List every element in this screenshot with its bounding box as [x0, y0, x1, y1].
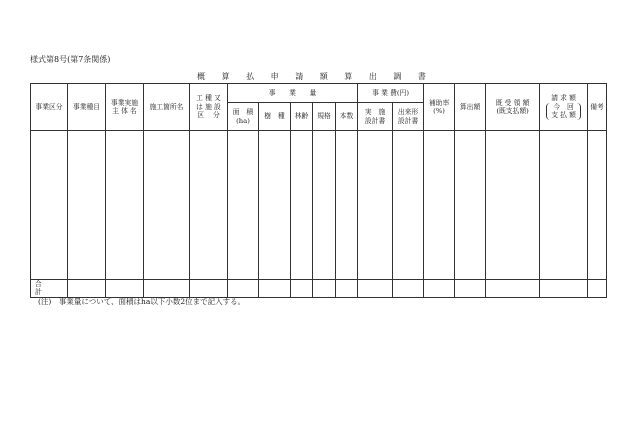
- total-cell[interactable]: [393, 280, 424, 298]
- total-cell[interactable]: [190, 280, 228, 298]
- entry-cell[interactable]: [486, 131, 540, 280]
- total-cell[interactable]: [106, 280, 144, 298]
- header-received-amount: 既 受 領 額 (既支払額): [486, 84, 540, 131]
- total-cell[interactable]: [358, 280, 393, 298]
- header-calculated-amount: 算出額: [455, 84, 486, 131]
- header-business-type: 事業種目: [68, 84, 106, 131]
- total-row: [31, 280, 607, 298]
- total-cell[interactable]: [68, 280, 106, 298]
- header-count: 本数: [336, 103, 358, 131]
- entry-row: [31, 131, 607, 280]
- header-standard: 規格: [313, 103, 336, 131]
- entry-cell[interactable]: [540, 131, 588, 280]
- total-label: 合 計: [31, 280, 68, 298]
- entry-cell[interactable]: [106, 131, 144, 280]
- header-remarks: 備考: [588, 84, 607, 131]
- entry-cell[interactable]: [68, 131, 106, 280]
- claim-this-time: 今 回: [553, 102, 574, 111]
- calculation-table: [30, 83, 607, 298]
- header-completion-design: 出来形 設計書: [393, 103, 424, 131]
- total-cell[interactable]: [424, 280, 455, 298]
- entry-cell[interactable]: [588, 131, 607, 280]
- entry-cell[interactable]: [424, 131, 455, 280]
- entry-cell[interactable]: [31, 131, 68, 280]
- total-cell[interactable]: [313, 280, 336, 298]
- header-implementation-design: 実 施 設計書: [358, 103, 393, 131]
- entry-cell[interactable]: [358, 131, 393, 280]
- claim-bracket: [546, 103, 581, 120]
- entry-cell[interactable]: [393, 131, 424, 280]
- entry-cell[interactable]: [144, 131, 190, 280]
- entry-cell[interactable]: [259, 131, 291, 280]
- total-cell[interactable]: [144, 280, 190, 298]
- header-work-type: 工 種 又 は 施 設 区 分: [190, 84, 228, 131]
- total-cell[interactable]: [588, 280, 607, 298]
- header-business-volume: 事 業 量: [228, 84, 358, 103]
- total-cell[interactable]: [291, 280, 313, 298]
- entry-cell[interactable]: [291, 131, 313, 280]
- header-area: 面 積 (ha): [228, 103, 259, 131]
- header-forest-age: 林齢: [291, 103, 313, 131]
- entry-cell[interactable]: [228, 131, 259, 280]
- total-cell[interactable]: [486, 280, 540, 298]
- total-cell[interactable]: [228, 280, 259, 298]
- header-claim-amount: [540, 84, 588, 131]
- claim-payment: 支 払 額: [551, 111, 576, 120]
- footnote: (注) 事業量について、面積はha以下小数2位まで記入する。: [38, 297, 246, 306]
- total-cell[interactable]: [455, 280, 486, 298]
- entry-cell[interactable]: [313, 131, 336, 280]
- form-number: 様式第8号(第7条関係): [30, 55, 111, 64]
- total-cell[interactable]: [336, 280, 358, 298]
- header-subsidy-rate: 補助率 (%): [424, 84, 455, 131]
- claim-amount-label: 請 求 額: [551, 94, 576, 103]
- form-title: 概 算 払 申 請 額 算 出 調 書: [197, 72, 433, 81]
- entry-cell[interactable]: [455, 131, 486, 280]
- header-business-category: 事業区分: [31, 84, 68, 131]
- header-tree-species: 樹 種: [259, 103, 291, 131]
- header-implementing-entity: 事業実施 主 体 名: [106, 84, 144, 131]
- total-cell[interactable]: [540, 280, 588, 298]
- total-cell[interactable]: [259, 280, 291, 298]
- entry-cell[interactable]: [190, 131, 228, 280]
- header-construction-site: 施工箇所名: [144, 84, 190, 131]
- entry-cell[interactable]: [336, 131, 358, 280]
- header-project-cost: 事 業 費(円): [358, 84, 424, 103]
